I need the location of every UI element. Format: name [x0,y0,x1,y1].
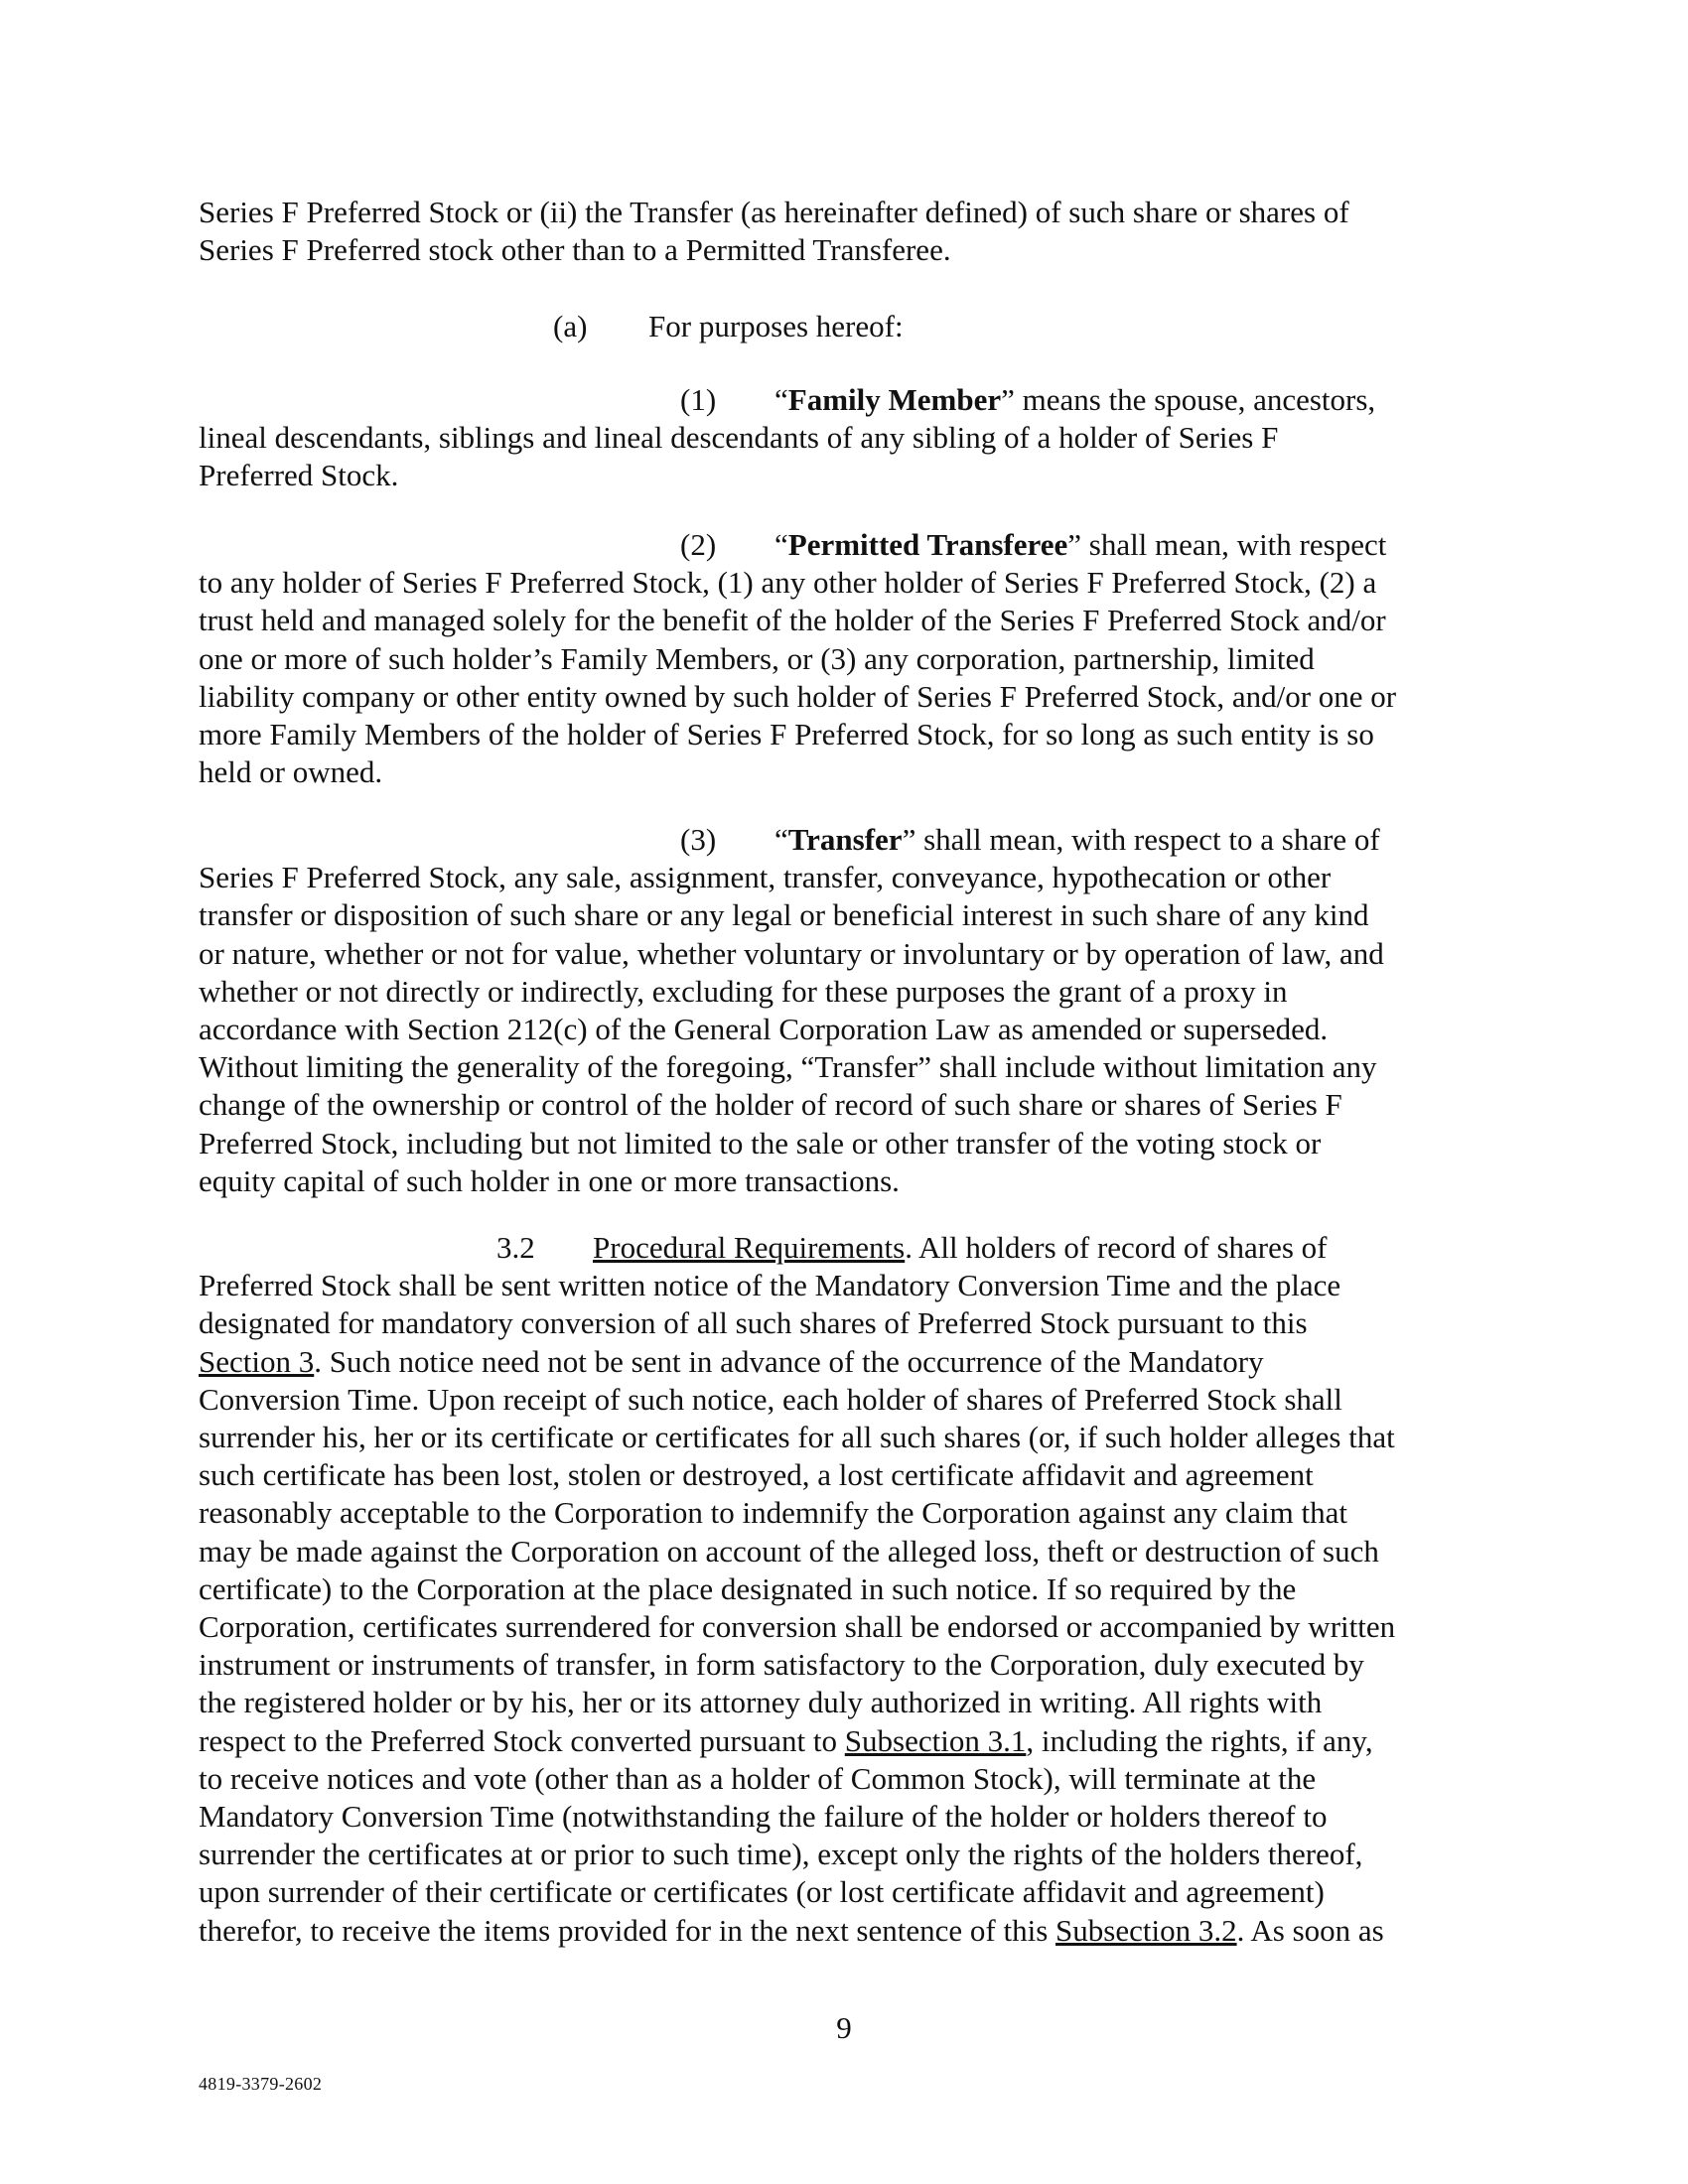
text-line: . Such notice need not be sent in advance of the occurrence of the Mandatory [314,1343,1264,1379]
text-line: Corporation, certificates surrendered for conversion shall be endorsed or accompanied by written [199,1609,1396,1645]
text-line: or nature, whether or not for value, whether voluntary or involuntary or by operation of law, and [199,935,1384,971]
text-line: trust held and managed solely for the benefit of the holder of the Series F Preferred Stock and/or [199,603,1386,638]
text-line: Preferred Stock, including but not limited to the sale or other transfer of the voting stock or [199,1125,1322,1160]
text-line: lineal descendants, siblings and lineal descendants of any sibling of a holder of Series F [199,420,1279,456]
document-id: 4819-3379-2602 [199,2074,323,2094]
subsection-3-2-reference: Subsection 3.2 [1055,1912,1237,1948]
subsection-a [199,308,1499,345]
quote-mark: ” [1067,527,1081,562]
section-number: 3.2 [496,1230,535,1265]
defined-term: Permitted Transferee [787,527,1068,562]
text-line: instrument or instruments of transfer, in form satisfactory to the Corporation, duly executed by [199,1647,1364,1683]
definition-family-member [199,381,1499,495]
text-line: accordance with Section 212(c) of the General Corporation Law as amended or superseded. [199,1012,1329,1047]
text-line: surrender his, her or its certificate or certificates for all such shares (or, if such holder alleges that [199,1420,1395,1455]
text-line: equity capital of such holder in one or more transactions. [199,1162,900,1198]
text-line: designated for mandatory conversion of all such shares of Preferred Stock pursuant to this [199,1305,1308,1341]
text-line: certificate) to the Corporation at the place designated in such notice. If so required by the [199,1570,1297,1606]
quote-mark: ” [1001,382,1015,417]
text-line: Series F Preferred Stock, any sale, assignment, transfer, conveyance, hypothecation or other [199,860,1332,895]
text-line: transfer or disposition of such share or any legal or beneficial interest in such share of any kind [199,897,1369,933]
definition-transfer [199,821,1499,1200]
text-line: Series F Preferred stock other than to a Permitted Transferee. [199,232,951,268]
definition-label: (3) [680,822,717,857]
text-line: may be made against the Corporation on account of the alleged loss, theft or destruction of such [199,1533,1379,1569]
quote-mark: ” [902,822,916,857]
definition-label: (1) [680,382,717,417]
subsection-text: For purposes hereof: [648,309,904,343]
text-line: Preferred Stock. [199,458,399,493]
section-3-2 [199,1229,1499,1950]
text-line: therefor, to receive the items provided for in the next sentence of this [199,1912,1056,1948]
subsection-label: (a) [553,309,588,343]
definition-text: shall mean, with respect [1081,527,1387,562]
text-line: reasonably acceptable to the Corporation to indemnify the Corporation against any claim that [199,1495,1347,1531]
text-line: one or more of such holder’s Family Members, or (3) any corporation, partnership, limited [199,640,1315,676]
text-line: more Family Members of the holder of Series F Preferred Stock, for so long as such entity is so [199,717,1374,752]
intro-paragraph [199,194,1499,269]
text-line: such certificate has been lost, stolen or destroyed, a lost certificate affidavit and agreement [199,1457,1314,1493]
text-line: Preferred Stock shall be sent written notice of the Mandatory Conversion Time and the place [199,1268,1341,1303]
text-line: change of the ownership or control of the holder of record of such share or shares of Series F [199,1087,1342,1123]
text-line: surrender the certificates at or prior to such time), except only the rights of the holders thereof, [199,1837,1363,1872]
text-line: , including the rights, if any, [1026,1722,1373,1758]
definition-text: means the spouse, ancestors, [1014,382,1376,417]
definition-label: (2) [680,527,717,562]
defined-term: Family Member [787,382,1002,417]
text-line: Conversion Time. Upon receipt of such notice, each holder of shares of Preferred Stock shall [199,1381,1342,1417]
page-number: 9 [836,2010,852,2045]
defined-term: Transfer [787,822,903,857]
text-line: to any holder of Series F Preferred Stock, (1) any other holder of Series F Preferred Stock, (2) a [199,565,1377,601]
text-line: Series F Preferred Stock or (ii) the Transfer (as hereinafter defined) of such share or shares of [199,195,1349,229]
section-text: . All holders of record of shares of [905,1230,1328,1265]
definition-permitted-transferee [199,526,1499,791]
quote-mark: “ [774,822,788,857]
definition-text: shall mean, with respect to a share of [915,822,1380,857]
text-line: . As soon as [1236,1912,1384,1948]
text-line: Mandatory Conversion Time (notwithstanding the failure of the holder or holders thereof to [199,1799,1328,1835]
text-line: held or owned. [199,754,383,790]
quote-mark: “ [774,527,788,562]
text-line: liability company or other entity owned by such holder of Series F Preferred Stock, and/or one or [199,678,1397,714]
subsection-3-1-reference: Subsection 3.1 [844,1722,1027,1758]
section-3-reference: Section 3 [199,1343,315,1379]
text-line: upon surrender of their certificate or certificates (or lost certificate affidavit and agreement) [199,1874,1325,1910]
text-line: respect to the Preferred Stock converted pursuant to [199,1722,845,1758]
text-line: to receive notices and vote (other than as a holder of Common Stock), will terminate at the [199,1760,1317,1796]
text-line: whether or not directly or indirectly, excluding for these purposes the grant of a proxy in [199,973,1288,1009]
text-line: Without limiting the generality of the foregoing, “Transfer” shall include without limitation any [199,1049,1377,1085]
section-heading: Procedural Requirements [593,1230,906,1265]
quote-mark: “ [774,382,788,417]
text-line: the registered holder or by his, her or its attorney duly authorized in writing. All rights with [199,1685,1323,1720]
